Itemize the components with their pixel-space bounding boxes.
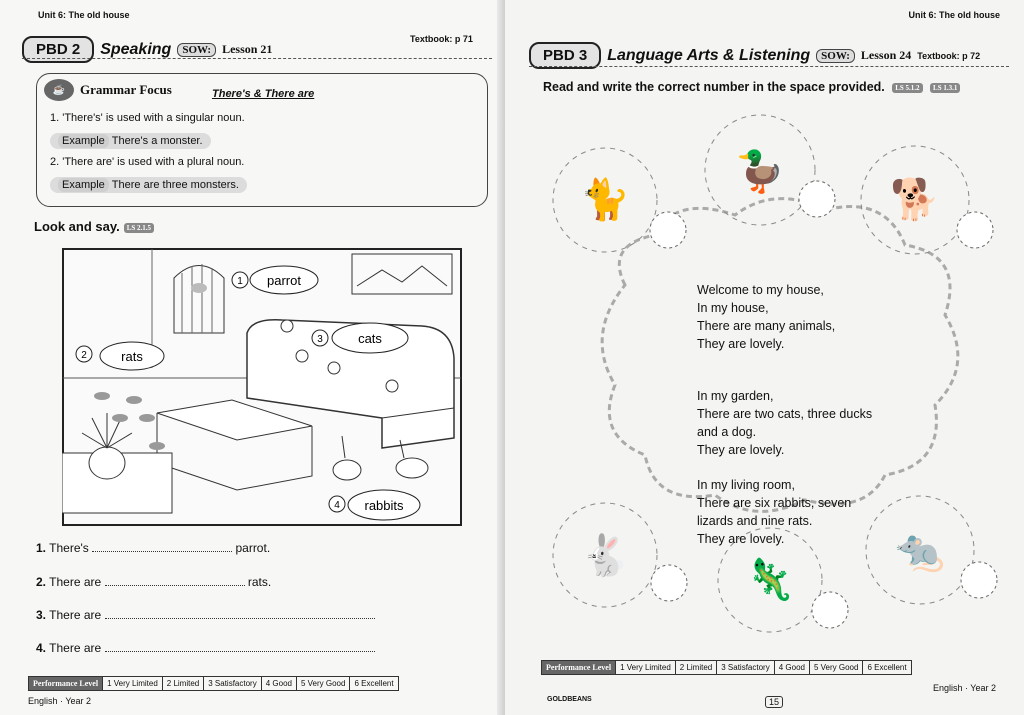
answer-circle[interactable] (812, 592, 848, 628)
svg-text:🐈: 🐈 (580, 177, 630, 223)
answer-blank[interactable] (105, 575, 245, 586)
perf-option[interactable]: 4 Good (774, 661, 809, 674)
callout-number: 3 (317, 334, 323, 345)
perf-option[interactable]: 1 Very Limited (102, 677, 162, 690)
left-page (0, 0, 505, 715)
perf-option[interactable]: 3 Satisfactory (716, 661, 773, 674)
header-divider (529, 66, 1009, 67)
section-title: Language Arts & Listening (607, 46, 811, 64)
answer-blank[interactable] (105, 608, 375, 619)
perf-option[interactable]: 4 Good (261, 677, 296, 690)
header-divider (22, 58, 492, 59)
perf-option[interactable]: 2 Limited (162, 677, 203, 690)
example-2 (50, 177, 247, 193)
callout-word: parrot (267, 273, 301, 288)
perf-option[interactable]: 2 Limited (675, 661, 716, 674)
question-2: 2. There are rats. (36, 575, 272, 589)
rabbit-icon (553, 503, 687, 607)
answer-blank[interactable] (105, 641, 375, 652)
footer: English · Year 2 (28, 696, 92, 706)
svg-text:🐀: 🐀 (895, 528, 945, 574)
grammar-rule-1: 1. 'There's' is used with a singular noun. (50, 112, 245, 124)
performance-level-bar (541, 660, 912, 675)
callout-number: 4 (334, 500, 340, 511)
textbook-ref: Textbook: p 71 (410, 34, 473, 44)
textbook-ref: Textbook: p 72 (917, 50, 981, 61)
poem: Welcome to my house, In my house, There are many animals, They are lovely. In my garden, There are two cats, three ducks and a dog. They are lovely. In my living room, There are six rabbits, seven lizards and nine rats. They are lovely. (697, 283, 873, 546)
look-and-say-heading: Look and say. LS 2.1.5 (34, 219, 154, 234)
grammar-rule-2: 2. 'There are' is used with a plural noun. (50, 156, 245, 168)
sow-tag: SOW: (816, 49, 855, 63)
question-3: 3. There are (36, 608, 375, 622)
sow-tag: SOW: (177, 43, 216, 57)
svg-text:🐇: 🐇 (580, 533, 630, 579)
page-number: 15 (765, 696, 783, 708)
grammar-focus-title: Grammar Focus (80, 82, 172, 97)
dog-icon (861, 146, 993, 254)
callout-number: 2 (81, 350, 87, 361)
answer-circle[interactable] (799, 181, 835, 217)
example-label: Example (58, 178, 109, 192)
poem-stanza-2: In my garden, There are two cats, three ducks and a dog. They are lovely. (697, 389, 873, 457)
question-4: 4. There are (36, 641, 375, 655)
instruction: Read and write the correct number in the space provided. LS 5.1.2 LS 1.3.1 (543, 80, 960, 94)
example-label: Example (58, 134, 109, 148)
callout-word: cats (358, 331, 382, 346)
answer-circle[interactable] (961, 562, 997, 598)
standard-code: LS 5.1.2 (892, 83, 922, 93)
svg-text:🦎: 🦎 (745, 557, 795, 603)
callout-word: rabbits (364, 498, 404, 513)
pbd-badge: PBD 2 (22, 36, 94, 63)
standard-code: LS 2.1.5 (124, 223, 154, 233)
question-1: 1. There's parrot. (36, 541, 271, 555)
section-title: Speaking (100, 40, 172, 58)
svg-text:🦆: 🦆 (735, 149, 785, 195)
performance-level-bar (28, 676, 399, 691)
perf-option[interactable]: 6 Excellent (349, 677, 397, 690)
perf-option[interactable]: 5 Very Good (809, 661, 862, 674)
perf-option[interactable]: 1 Very Limited (615, 661, 675, 674)
poem-stanza-3: In my living room, There are six rabbits, seven lizards and nine rats. They are lovely. (697, 478, 852, 546)
answer-circle[interactable] (957, 212, 993, 248)
example-1 (50, 133, 211, 149)
callout-number: 1 (237, 276, 243, 287)
living-room-illustration (62, 248, 462, 526)
grammar-subtitle: There's & There are (212, 88, 315, 100)
grammar-focus-header (44, 79, 172, 101)
footer: English · Year 2 (932, 683, 996, 693)
lesson-label: Lesson 24 (860, 48, 912, 62)
perf-option[interactable]: 6 Excellent (862, 661, 910, 674)
teacup-icon: ☕ (44, 79, 74, 101)
perf-title: Performance Level (542, 661, 615, 674)
right-page (505, 0, 1024, 715)
callout-word: rats (121, 349, 143, 364)
pbd-badge: PBD 3 (529, 42, 601, 69)
example-text: There's a monster. (111, 135, 203, 147)
publisher-logo: GOLDBEANS (547, 696, 592, 703)
unit-heading: Unit 6: The old house (38, 10, 130, 20)
svg-text:🐕: 🐕 (890, 177, 940, 223)
perf-option[interactable]: 5 Very Good (296, 677, 349, 690)
standard-code: LS 1.3.1 (930, 83, 960, 93)
perf-option[interactable]: 3 Satisfactory (203, 677, 260, 690)
perf-title: Performance Level (29, 677, 102, 690)
example-text: There are three monsters. (111, 179, 239, 191)
answer-blank[interactable] (92, 541, 232, 552)
answer-circle[interactable] (650, 212, 686, 248)
duck-icon (705, 115, 835, 225)
cat-icon (553, 148, 686, 252)
lesson-label: Lesson 21 (222, 42, 273, 56)
rat-icon (866, 496, 997, 604)
answer-circle[interactable] (651, 565, 687, 601)
page-header (529, 42, 980, 69)
unit-heading: Unit 6: The old house (908, 10, 1000, 20)
